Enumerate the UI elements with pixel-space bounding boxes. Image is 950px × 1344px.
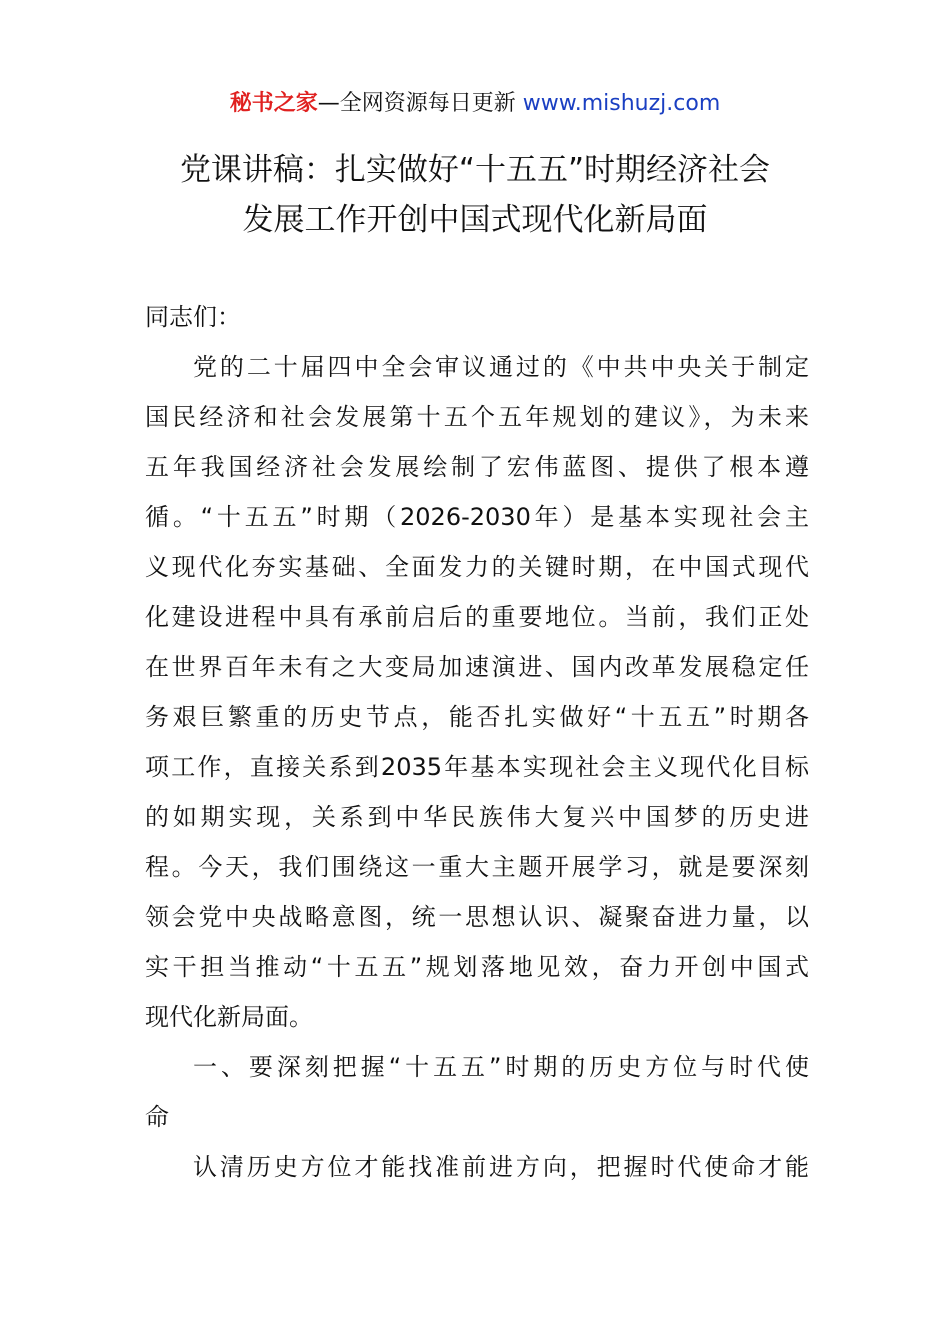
- title-line-2: 发展工作开创中国式现代化新局面: [242, 202, 708, 238]
- paragraph-line: 务艰巨繁重的历史节点，能否扎实做好“十五五”时期各: [145, 703, 809, 731]
- paragraph-line: 五年我国经济社会发展绘制了宏伟蓝图、提供了根本遵: [145, 453, 809, 481]
- site-url-link[interactable]: www.mishuzj.com: [522, 91, 721, 116]
- paragraph-line: 领会党中央战略意图，统一思想认识、凝聚奋进力量，以: [145, 903, 809, 931]
- paragraph-line: 认清历史方位才能找准前进方向，把握时代使命才能: [193, 1153, 809, 1181]
- heading-line: 一、要深刻把握“十五五”时期的历史方位与时代使: [193, 1053, 809, 1081]
- paragraph-line: 在世界百年未有之大变局加速演进、国内改革发展稳定任: [145, 653, 809, 681]
- paragraph-line: 现代化新局面。: [145, 1003, 313, 1031]
- paragraph-line: 程。今天，我们围绕这一重大主题开展学习，就是要深刻: [145, 853, 809, 881]
- paragraph-line: 党的二十届四中全会审议通过的《中共中央关于制定: [193, 353, 809, 381]
- paragraph-line: 实干担当推动“十五五”规划落地见效，奋力开创中国式: [145, 953, 809, 981]
- paragraph-line: 循。“十五五”时期（2026-2030年）是基本实现社会主: [145, 503, 809, 531]
- paragraph-line: 义现代化夯实基础、全面发力的关键时期，在中国式现代: [145, 553, 809, 581]
- greeting: 同志们：: [145, 303, 241, 331]
- document-title: [100, 145, 850, 245]
- paragraph-1: [145, 342, 809, 1042]
- document-body: [145, 292, 809, 1192]
- title-line-1: 党课讲稿：扎实做好“十五五”时期经济社会: [179, 152, 771, 188]
- paragraph-line: 的如期实现，关系到中华民族伟大复兴中国梦的历史进: [145, 803, 809, 831]
- header-tagline: —全网资源每日更新: [317, 91, 523, 116]
- paragraph-line: 项工作，直接关系到2035年基本实现社会主义现代化目标: [145, 753, 809, 781]
- paragraph-line: 化建设进程中具有承前启后的重要地位。当前，我们正处: [145, 603, 809, 631]
- paragraph-line: 国民经济和社会发展第十五个五年规划的建议》，为未来: [145, 403, 809, 431]
- brand-name: 秘书之家: [229, 91, 318, 116]
- site-header: [0, 88, 950, 120]
- paragraph-2: [145, 1142, 809, 1192]
- heading-line: 命: [145, 1103, 169, 1131]
- section-heading-1: [145, 1042, 809, 1142]
